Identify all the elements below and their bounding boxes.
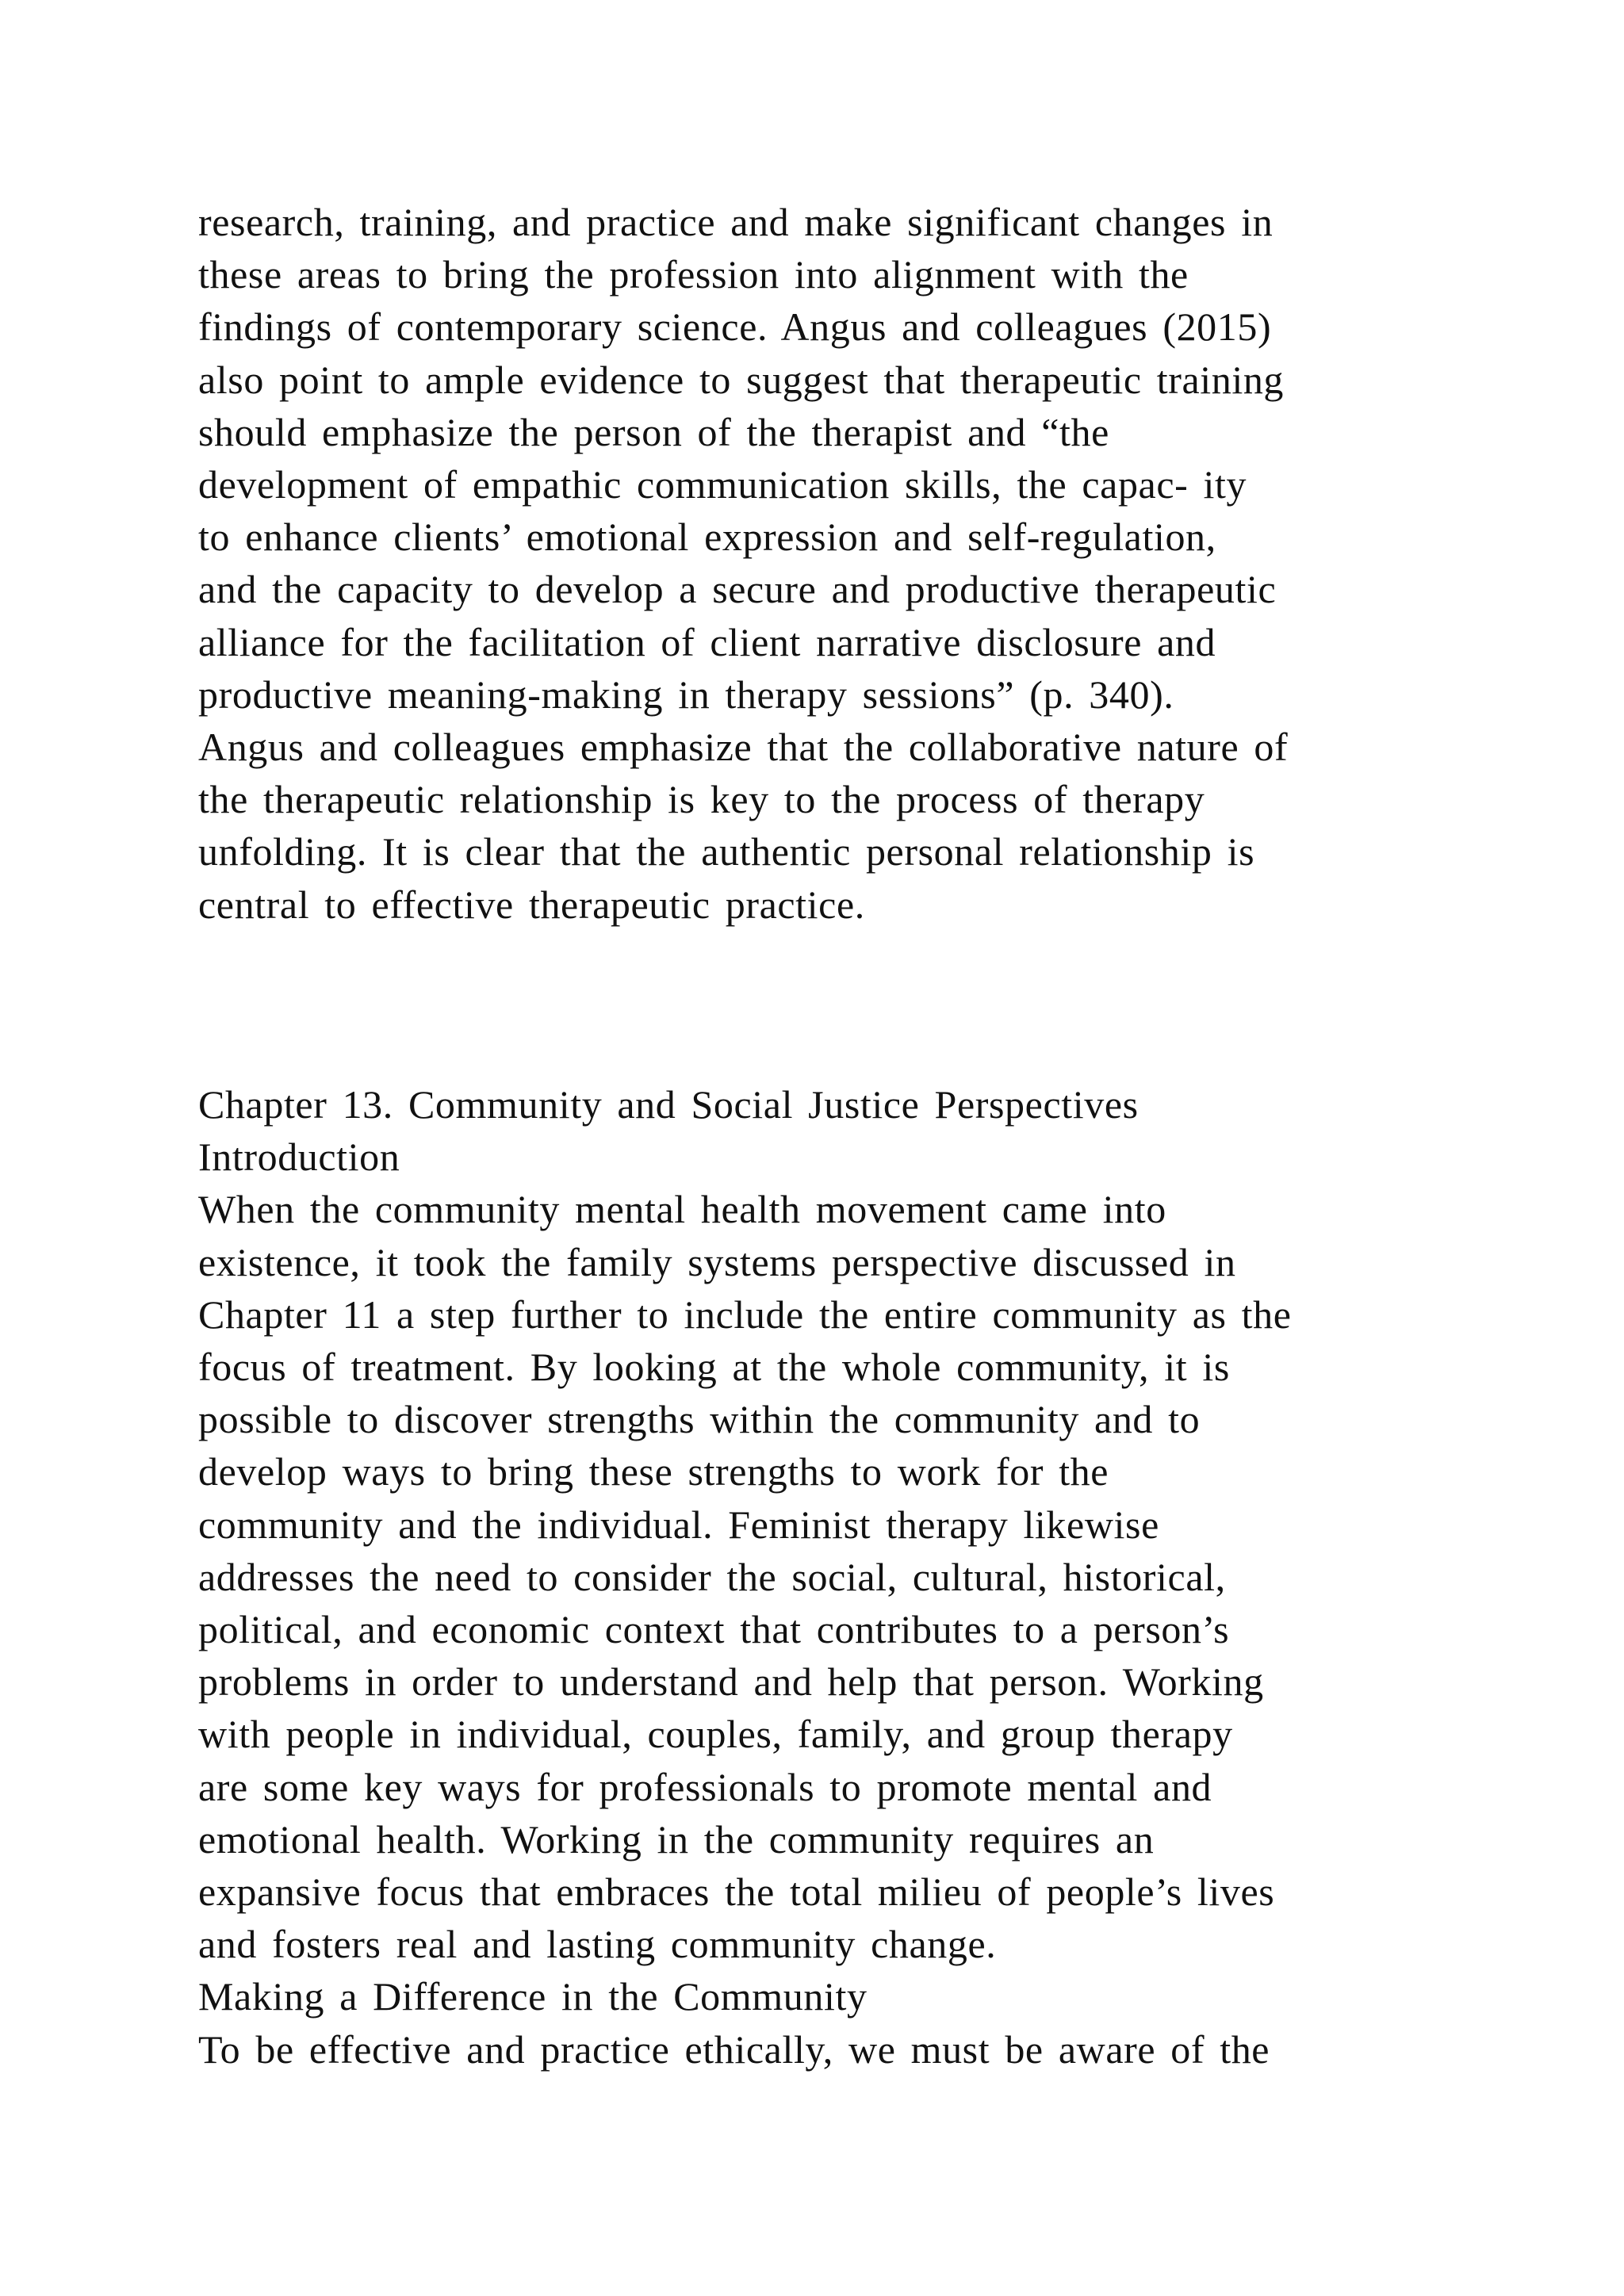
text-line: expansive focus that embraces the total milieu of people’s lives <box>198 1869 1275 1915</box>
text-line: unfolding. It is clear that the authentic personal relationship is <box>198 829 1255 874</box>
text-line: addresses the need to consider the social, cultural, historical, <box>198 1554 1226 1599</box>
text-line: also point to ample evidence to suggest that therapeutic training <box>198 357 1285 402</box>
text-line: are some key ways for professionals to promote mental and <box>198 1764 1212 1809</box>
text-line: Angus and colleagues emphasize that the collaborative nature of <box>198 725 1289 770</box>
text-line: and fosters real and lasting community change. <box>198 1922 997 1967</box>
text-line: and the capacity to develop a secure and productive therapeutic <box>198 567 1277 612</box>
text-line: Chapter 11 a step further to include the entire community as the <box>198 1292 1292 1337</box>
section-heading-introduction: Introduction <box>198 1135 400 1180</box>
text-line: community and the individual. Feminist therapy likewise <box>198 1502 1159 1547</box>
text-line: findings of contemporary science. Angus and colleagues (2015) <box>198 304 1272 350</box>
text-line: existence, it took the family systems perspective discussed in <box>198 1239 1236 1284</box>
text-line: When the community mental health movement came into <box>198 1187 1166 1232</box>
text-line: with people in individual, couples, family, and group therapy <box>198 1712 1233 1757</box>
chapter-title: Chapter 13. Community and Social Justice Perspectives <box>198 1082 1139 1127</box>
text-line: productive meaning-making in therapy sessions” (p. 340). <box>198 672 1174 717</box>
text-line: emotional health. Working in the community requires an <box>198 1816 1155 1862</box>
text-line: central to effective therapeutic practice. <box>198 882 865 927</box>
text-line: should emphasize the person of the therapist and “the <box>198 409 1109 454</box>
text-line: possible to discover strengths within the community and to <box>198 1397 1201 1442</box>
text-line: develop ways to bring these strengths to work for the <box>198 1449 1109 1494</box>
paragraph-therapeutic-relationship <box>198 196 1288 931</box>
text-line: research, training, and practice and make significant changes in <box>198 200 1274 244</box>
text-line: political, and economic context that contributes to a person’s <box>198 1607 1230 1652</box>
chapter-13-section <box>198 1078 1292 2076</box>
text-line: to enhance clients’ emotional expression and self-regulation, <box>198 515 1216 560</box>
text-line: development of empathic communication skills, the capac- ity <box>198 462 1247 507</box>
section-heading-making-a-difference: Making a Difference in the Community <box>198 1974 868 2019</box>
text-line: alliance for the facilitation of client narrative disclosure and <box>198 619 1216 664</box>
text-line: problems in order to understand and help that person. Working <box>198 1659 1264 1705</box>
text-line: focus of treatment. By looking at the whole community, it is <box>198 1345 1230 1390</box>
text-line: To be effective and practice ethically, we must be aware of the <box>198 2026 1270 2072</box>
text-line: these areas to bring the profession into alignment with the <box>198 252 1189 297</box>
text-line: the therapeutic relationship is key to the process of therapy <box>198 777 1205 822</box>
